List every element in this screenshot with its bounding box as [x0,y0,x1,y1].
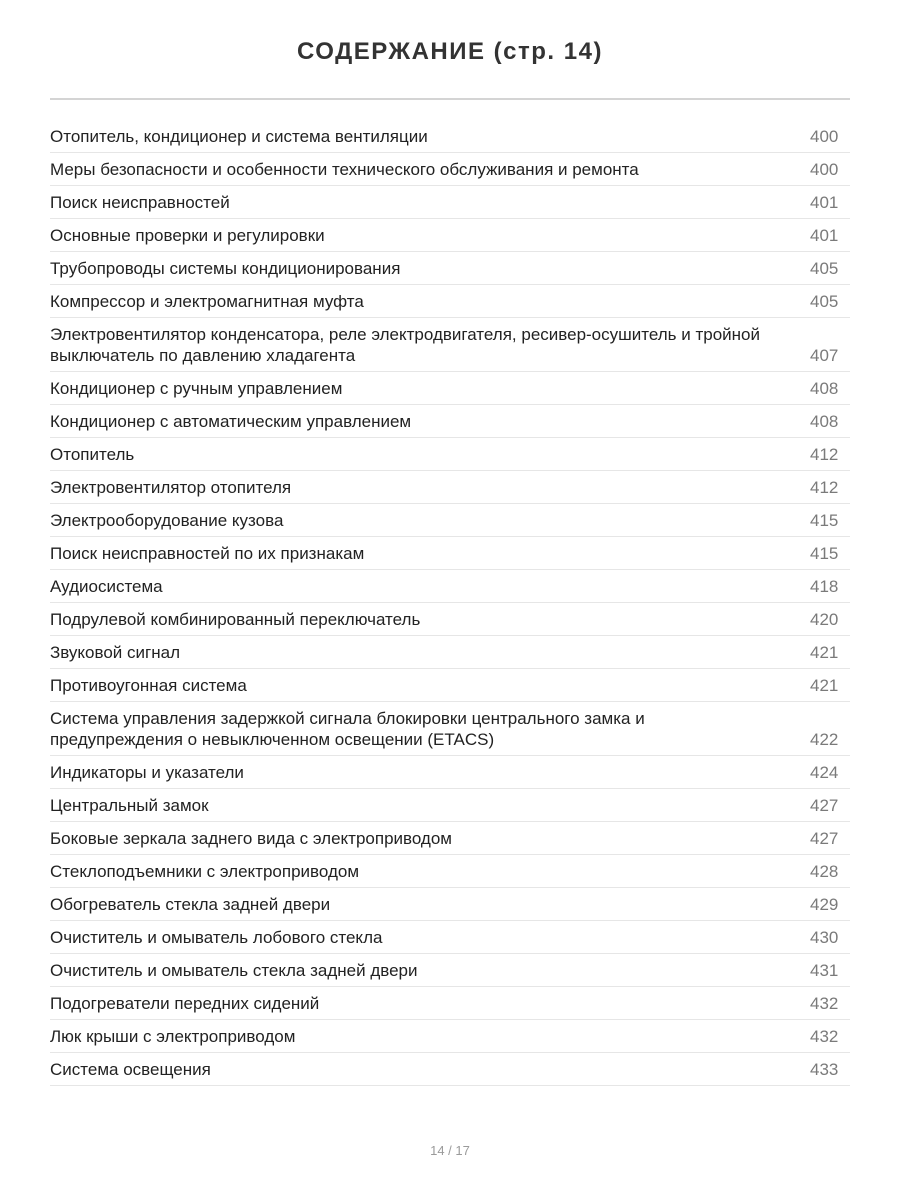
toc-entry-title: Трубопроводы системы кондиционирования [50,259,401,278]
toc-entry-page-number: 432 [810,994,839,1013]
toc-entry-title: Компрессор и электромагнитная муфта [50,292,364,311]
toc-entry-page-number: 421 [810,643,839,662]
toc-entry-title: Меры безопасности и особенности технического обслуживания и ремонта [50,160,639,179]
toc-entry-page-number: 408 [810,379,839,398]
toc-entry-title: Поиск неисправностей [50,193,230,212]
toc-entry-title: Обогреватель стекла задней двери [50,895,331,914]
toc-entry[interactable] [50,570,850,603]
toc-list [50,120,850,1086]
toc-entry-page-number: 408 [810,412,839,431]
toc-entry[interactable] [50,405,850,438]
toc-entry[interactable] [50,987,850,1020]
toc-entry-page-number: 401 [810,226,839,245]
toc-entry-title: Кондиционер с ручным управлением [50,379,343,398]
toc-entry[interactable] [50,888,850,921]
toc-entry-title: Электровентилятор конденсатора, реле электродвигателя, ресивер-осушитель и тройной выключатель по давлению хладагента [50,325,761,365]
toc-entry[interactable] [50,537,850,570]
toc-entry-page-number: 421 [810,676,839,695]
toc-entry[interactable] [50,954,850,987]
toc-entry-title: Основные проверки и регулировки [50,226,325,245]
toc-entry[interactable] [50,921,850,954]
toc-entry-page-number: 405 [810,259,839,278]
toc-entry-page-number: 401 [810,193,839,212]
toc-entry-page-number: 407 [810,346,839,365]
toc-entry[interactable] [50,186,850,219]
toc-entry-title: Отопитель [50,445,135,464]
toc-entry-page-number: 428 [810,862,839,881]
toc-entry-title: Звуковой сигнал [50,643,180,662]
title-divider [50,98,850,100]
toc-entry-page-number: 400 [810,127,839,146]
toc-entry-page-number: 427 [810,796,839,815]
toc-entry-title: Подрулевой комбинированный переключатель [50,610,421,629]
toc-entry[interactable] [50,636,850,669]
toc-entry[interactable] [50,756,850,789]
toc-entry-page-number: 422 [810,730,839,749]
toc-entry[interactable] [50,822,850,855]
toc-entry-page-number: 412 [810,445,839,464]
toc-entry[interactable] [50,504,850,537]
toc-entry[interactable] [50,1020,850,1053]
toc-entry-page-number: 420 [810,610,839,629]
toc-entry[interactable] [50,438,850,471]
toc-entry[interactable] [50,120,850,153]
toc-entry-title: Стеклоподъемники с электроприводом [50,862,360,881]
toc-entry-title: Система освещения [50,1060,211,1079]
toc-entry[interactable] [50,153,850,186]
toc-entry-page-number: 418 [810,577,839,596]
toc-entry[interactable] [50,252,850,285]
toc-entry[interactable] [50,702,850,756]
toc-entry[interactable] [50,219,850,252]
toc-entry-page-number: 430 [810,928,839,947]
toc-entry-title: Отопитель, кондиционер и система вентиляции [50,127,428,146]
toc-entry-title: Очиститель и омыватель стекла задней двери [50,961,418,980]
toc-entry[interactable] [50,318,850,372]
toc-entry-title: Очиститель и омыватель лобового стекла [50,928,383,947]
toc-entry-title: Поиск неисправностей по их признакам [50,544,365,563]
toc-entry[interactable] [50,855,850,888]
toc-entry[interactable] [50,603,850,636]
toc-entry-page-number: 415 [810,544,839,563]
toc-entry[interactable] [50,372,850,405]
toc-entry[interactable] [50,669,850,702]
toc-entry-page-number: 400 [810,160,839,179]
toc-entry-page-number: 427 [810,829,839,848]
toc-entry-title: Аудиосистема [50,577,163,596]
toc-entry-page-number: 433 [810,1060,839,1079]
toc-entry-title: Центральный замок [50,796,209,815]
toc-entry-page-number: 415 [810,511,839,530]
toc-entry-title: Система управления задержкой сигнала блокировки центрального замка и предупреждения о невыключенном освещении (ETACS) [50,709,645,749]
toc-entry-page-number: 424 [810,763,839,782]
toc-entry-title: Противоугонная система [50,676,247,695]
toc-entry[interactable] [50,471,850,504]
toc-entry-page-number: 432 [810,1027,839,1046]
toc-entry-title: Электровентилятор отопителя [50,478,292,497]
toc-entry[interactable] [50,1053,850,1086]
toc-entry-title: Индикаторы и указатели [50,763,244,782]
toc-entry-page-number: 431 [810,961,839,980]
toc-entry[interactable] [50,789,850,822]
toc-entry-title: Люк крыши с электроприводом [50,1027,296,1046]
toc-entry-title: Электрооборудование кузова [50,511,284,530]
toc-entry-page-number: 405 [810,292,839,311]
toc-entry-page-number: 429 [810,895,839,914]
toc-entry-title: Подогреватели передних сидений [50,994,320,1013]
page-indicator: 14 / 17 [430,1143,470,1158]
toc-entry-title: Кондиционер с автоматическим управлением [50,412,412,431]
toc-entry-title: Боковые зеркала заднего вида с электроприводом [50,829,452,848]
toc-entry[interactable] [50,285,850,318]
toc-entry-page-number: 412 [810,478,839,497]
page-title: СОДЕРЖАНИЕ (стр. 14) [297,38,603,65]
